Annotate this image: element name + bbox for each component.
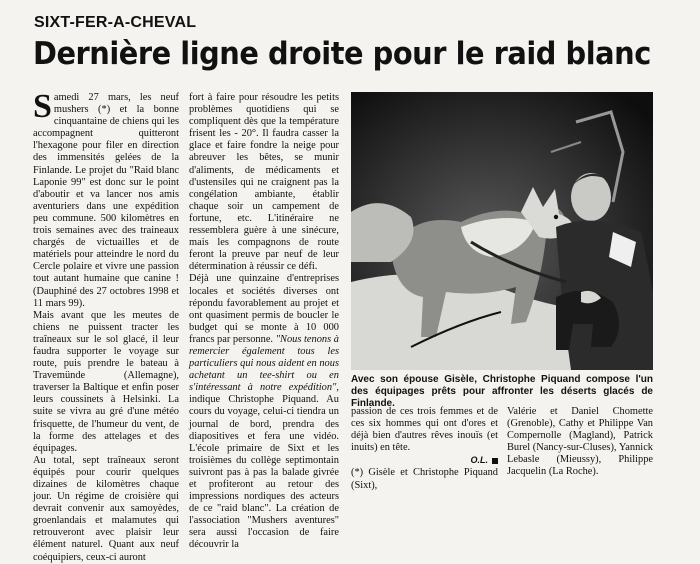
byline [351,454,498,467]
article-column-2 [189,92,339,552]
paragraph-text: , indique Christophe Piquand. Au cours du voyage, celui-ci tiendra un journal de bord, prendra des diapositives et fera une vidéo. L'école primaire de Sixt et les troisièmes du collège septimontain suivront pas à pas la balade givrée et profiteront au retour des impressions nordiques des acteurs de ce "raid blanc". La création de l'association "Mushers aventures" sera aussi l'occasion de faire découvrir la [189,382,339,551]
paragraph: Mais avant que les meutes de chiens ne puissent tracter les traîneaux sur le sol glacé, il leur faudra supporter le voyage sur route, puis prendre le bateau à Travemünde (Allemagne), traverser la Baltique et enfin poser leurs coussinets à Helsinki. La suite se vivra au gré d'une météo frisquette, de l'humeur du vent, de la forme des attelages et des équipages. [33,309,179,454]
section-kicker: SIXT-FER-A-CHEVAL [34,14,197,31]
paragraph-text: amedi 27 mars, les neuf mushers (*) et la bonne cinquantaine de chiens qui les accompagnent quitteront l'hexagone pour filer en direction des immensités gelées de la Finlande. Le projet du "Raid blanc Laponie 99" est donc sur le point d'aboutir et va lancer nos amis aventuriers dans une expédition peu commune. 500 kilomètres en trois semaines avec des traineaux chargés de victuailles et de matériels pour atteindre le nord du Cercle polaire et vivre une passion tout autant humaine que canine ! (Dauphiné des 27 octobres 1998 et 11 mars 99). [33,92,179,309]
paragraph [33,88,179,310]
paragraph-text: Déjà une quinzaine d'entreprises locales et sociétés diverses ont répondu favorablement au projet et ont quasiment permis de boucler le budget qui se monte à 10 000 francs par personne. [189,273,339,345]
photo-caption: Avec son épouse Gisèle, Christophe Piquand compose l'un des équipages prêts pour affronter les déserts glacés de Finlande. [351,374,653,409]
article-headline: Dernière ligne droite pour le raid blanc [33,36,651,72]
footnote: (*) Gisèle et Christophe Piquand (Sixt), [351,467,498,491]
article-photo [351,92,653,370]
author-signature: O.L. [470,455,488,466]
paragraph: passion de ces trois femmes et de ces six hommes qui ont d'ores et déjà bien d'autres rêves inouïs (et inuits) en tête. [351,406,498,454]
paragraph: fort à faire pour résoudre les petits problèmes quotidiens qui se compliquent dès que la température frisent les - 20°. Il faudra casser la glace et faire fondre la neige pour abreuver les bêtes, se munir d'aliments, de médicaments et d'ustensiles qui ne craignent pas la congélation ambiante, établir chaque soir un campement de fortune, etc. L'itinéraire ne ressemblera guère à une sinécure, mais les compagnons de route feront la preuve par neuf de leur détermination à réussir ce défi. [189,92,339,273]
paragraph: Au total, sept traîneaux seront équipés pour courir quelques dizaines de kilomètres chaque jour. Un régime de croisière qui devrait convenir aux samoyèdes, groenlandais et malamutes qui retrouveront avec plaisir leur élément naturel. Quant aux neuf coéquipiers, ceux-ci auront [33,454,179,563]
quote-text: "Nous tenons à remercier également tous les particuliers qui nous aident en nous achetant un tee-shirt ou en s'intéressant à notre expédition" [189,333,339,394]
paragraph [189,273,339,551]
article-column-4 [507,406,653,479]
article-column-1 [33,88,179,564]
paragraph: Valérie et Daniel Chomette (Grenoble), Cathy et Philippe Van Compernolle (Magland), Patrick Burel (Nancy-sur-Cluses), Yannick Lebasle (Mieussy), Philippe Jacquelin (La Roche). [507,406,653,478]
end-square-icon [492,458,498,464]
photo-illustration [351,92,653,370]
drop-cap: S [33,88,52,125]
article-column-3 [351,406,498,492]
